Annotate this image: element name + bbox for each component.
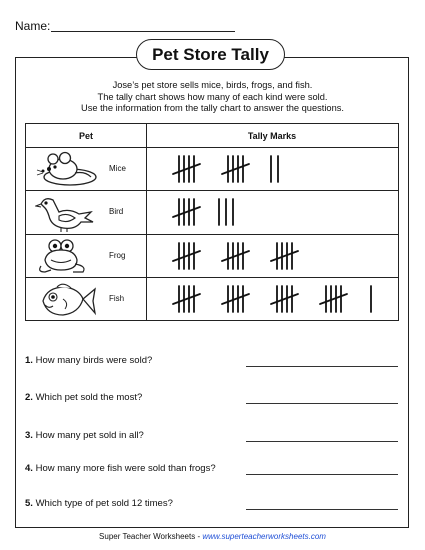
pet-label: Bird <box>109 207 124 216</box>
question-4: 4. How many more fish were sold than frogs? <box>25 463 216 474</box>
page-title: Pet Store Tally <box>136 39 285 70</box>
question-1: 1. How many birds were sold? <box>25 355 153 366</box>
answer-line-5[interactable] <box>246 509 398 510</box>
frog-icon <box>35 238 105 276</box>
footer: Super Teacher Worksheets - www.superteacherworksheets.com <box>99 532 326 541</box>
column-header-pet: Pet <box>78 130 93 141</box>
bird-icon <box>35 194 105 232</box>
question-5: 5. Which type of pet sold 12 times? <box>25 498 173 509</box>
answer-line-2[interactable] <box>246 403 398 404</box>
pet-label: Mice <box>109 164 126 173</box>
footer-url[interactable]: www.superteacherworksheets.com <box>202 532 326 541</box>
intro-line-3: Use the information from the tally chart to answer the questions. <box>80 103 345 113</box>
tally-marks-bird <box>171 191 398 234</box>
tally-marks-fish <box>171 278 398 321</box>
intro-line-1: Jose’s pet store sells mice, birds, frogs, and fish. <box>112 80 313 90</box>
table-row <box>26 148 398 191</box>
intro-line-2: The tally chart shows how many of each kind were sold. <box>97 92 328 102</box>
table-row <box>26 235 398 278</box>
pet-label: Fish <box>109 294 125 303</box>
name-label: Name: <box>15 19 51 33</box>
column-header-tally: Tally Marks <box>247 130 297 141</box>
tally-marks-mice <box>171 148 398 191</box>
name-blank-line[interactable] <box>51 31 235 32</box>
tally-table <box>25 123 399 321</box>
table-row <box>26 191 398 234</box>
answer-line-4[interactable] <box>246 474 398 475</box>
tally-marks-frog <box>171 235 398 278</box>
pet-label: Frog <box>109 251 126 260</box>
answer-line-3[interactable] <box>246 441 398 442</box>
answer-line-1[interactable] <box>246 366 398 367</box>
mouse-icon <box>35 151 105 189</box>
fish-icon <box>35 281 105 319</box>
table-row <box>26 278 398 321</box>
question-3: 3. How many pet sold in all? <box>25 430 144 441</box>
question-2: 2. Which pet sold the most? <box>25 392 143 403</box>
footer-brand: Super Teacher Worksheets <box>99 532 196 541</box>
